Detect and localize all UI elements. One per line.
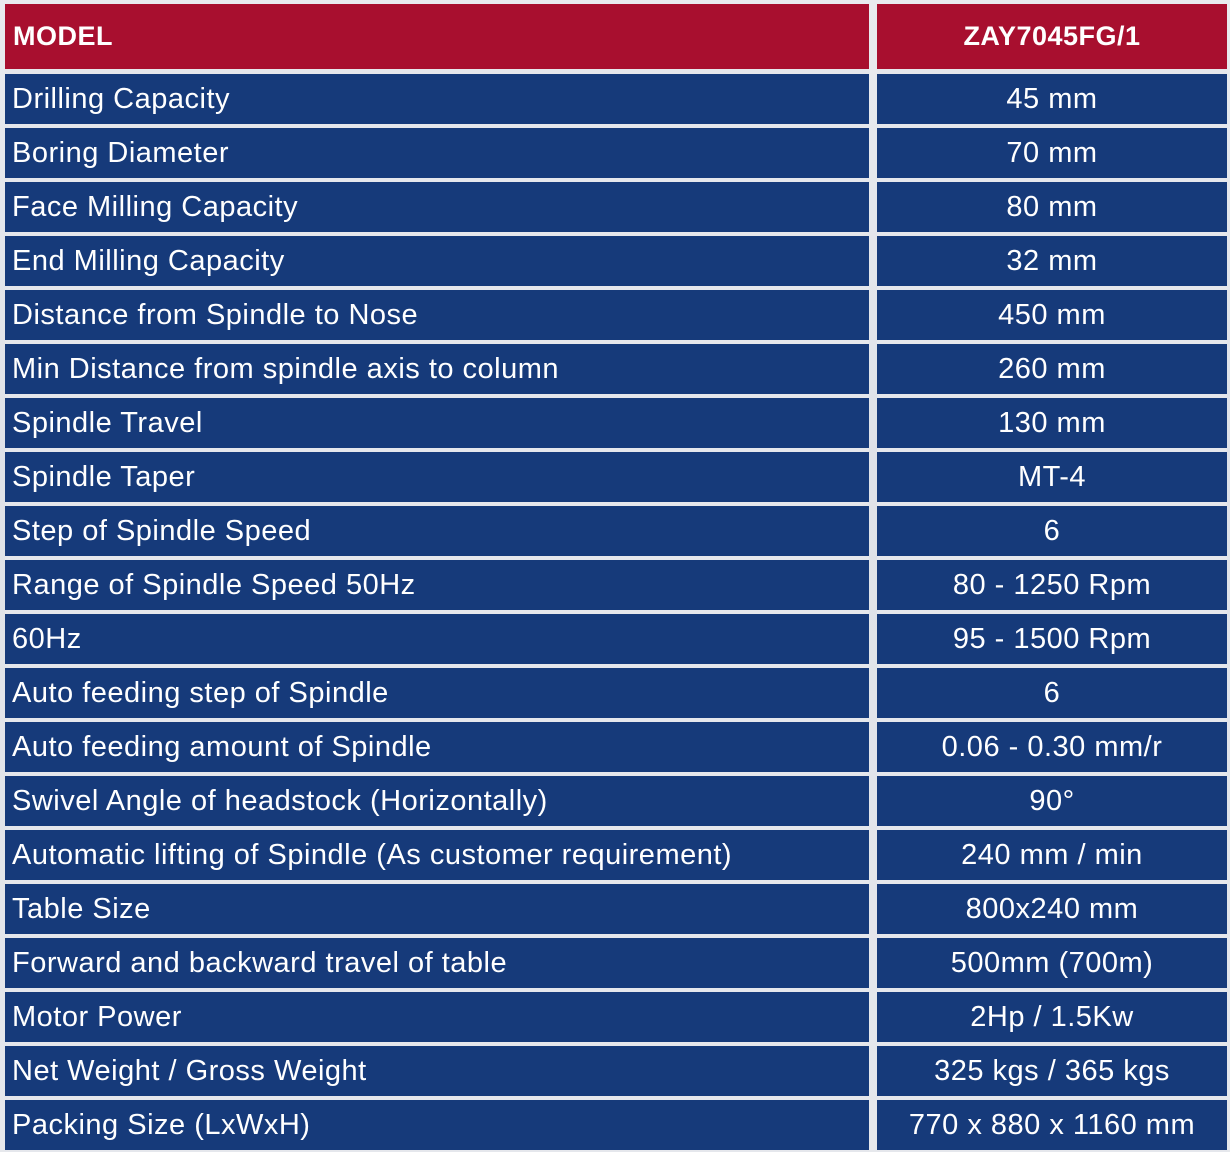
table-row xyxy=(5,612,1227,666)
table-row xyxy=(5,1044,1227,1098)
spec-value: 80 mm xyxy=(877,180,1227,234)
spec-label: 60Hz xyxy=(5,612,869,666)
spec-value: MT-4 xyxy=(877,450,1227,504)
spec-value: 2Hp / 1.5Kw xyxy=(877,990,1227,1044)
table-row xyxy=(5,558,1227,612)
spec-label: Automatic lifting of Spindle (As customer requirement) xyxy=(5,828,869,882)
spec-label: Distance from Spindle to Nose xyxy=(5,288,869,342)
table-row xyxy=(5,342,1227,396)
spec-rows xyxy=(5,72,1227,1152)
spec-value: 325 kgs / 365 kgs xyxy=(877,1044,1227,1098)
spec-value: 80 - 1250 Rpm xyxy=(877,558,1227,612)
table-row xyxy=(5,936,1227,990)
table-row xyxy=(5,72,1227,126)
spec-value: 6 xyxy=(877,504,1227,558)
spec-value: 70 mm xyxy=(877,126,1227,180)
spec-label: Drilling Capacity xyxy=(5,72,869,126)
spec-value: 450 mm xyxy=(877,288,1227,342)
table-row xyxy=(5,666,1227,720)
spec-label: Auto feeding step of Spindle xyxy=(5,666,869,720)
table-row xyxy=(5,774,1227,828)
spec-label: Forward and backward travel of table xyxy=(5,936,869,990)
spec-label: Spindle Travel xyxy=(5,396,869,450)
spec-label: Net Weight / Gross Weight xyxy=(5,1044,869,1098)
spec-value: 130 mm xyxy=(877,396,1227,450)
table-row xyxy=(5,882,1227,936)
spec-label: Boring Diameter xyxy=(5,126,869,180)
spec-value: 32 mm xyxy=(877,234,1227,288)
spec-label: Swivel Angle of headstock (Horizontally) xyxy=(5,774,869,828)
model-label: MODEL xyxy=(5,4,869,72)
spec-label: Auto feeding amount of Spindle xyxy=(5,720,869,774)
spec-value: 260 mm xyxy=(877,342,1227,396)
spec-label: Min Distance from spindle axis to column xyxy=(5,342,869,396)
model-value: ZAY7045FG/1 xyxy=(877,4,1227,72)
spec-label: Motor Power xyxy=(5,990,869,1044)
table-row xyxy=(5,450,1227,504)
spec-label: Face Milling Capacity xyxy=(5,180,869,234)
table-row xyxy=(5,180,1227,234)
spec-value: 90° xyxy=(877,774,1227,828)
spec-value: 95 - 1500 Rpm xyxy=(877,612,1227,666)
spec-label: Range of Spindle Speed 50Hz xyxy=(5,558,869,612)
spec-label: Spindle Taper xyxy=(5,450,869,504)
spec-label: Step of Spindle Speed xyxy=(5,504,869,558)
table-row xyxy=(5,288,1227,342)
table-row xyxy=(5,828,1227,882)
table-row xyxy=(5,126,1227,180)
table-row xyxy=(5,504,1227,558)
spec-label: Table Size xyxy=(5,882,869,936)
spec-value: 500mm (700m) xyxy=(877,936,1227,990)
table-row xyxy=(5,1098,1227,1152)
spec-value: 0.06 - 0.30 mm/r xyxy=(877,720,1227,774)
table-row xyxy=(5,396,1227,450)
spec-label: Packing Size (LxWxH) xyxy=(5,1098,869,1152)
table-header-row xyxy=(5,4,1227,72)
table-row xyxy=(5,720,1227,774)
spec-value: 6 xyxy=(877,666,1227,720)
table-row xyxy=(5,990,1227,1044)
spec-value: 240 mm / min xyxy=(877,828,1227,882)
spec-value: 800x240 mm xyxy=(877,882,1227,936)
spec-label: End Milling Capacity xyxy=(5,234,869,288)
table-row xyxy=(5,234,1227,288)
spec-value: 770 x 880 x 1160 mm xyxy=(877,1098,1227,1152)
spec-value: 45 mm xyxy=(877,72,1227,126)
